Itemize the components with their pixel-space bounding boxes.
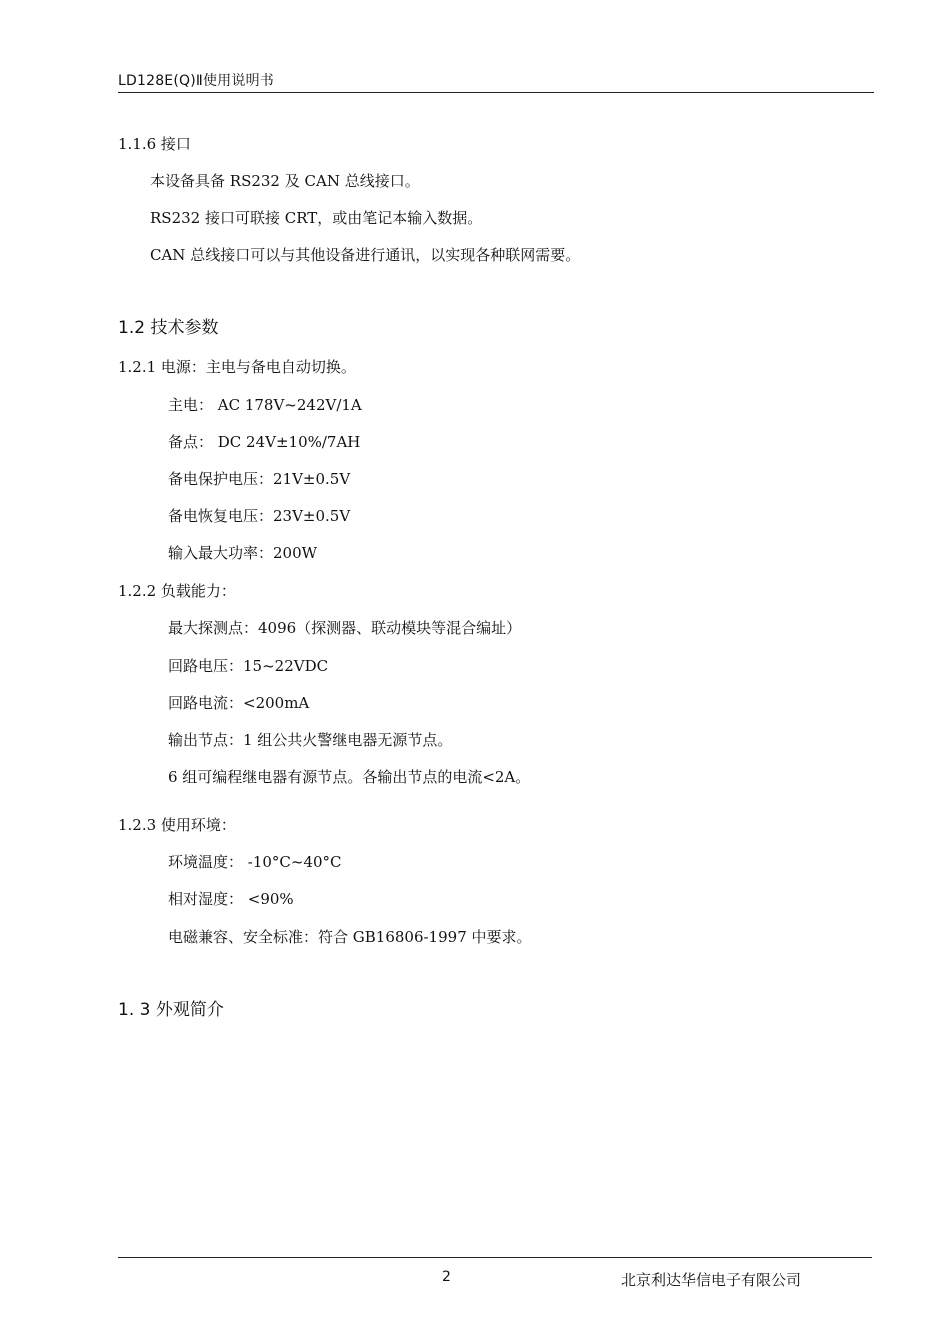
list-item: 最大探测点：4096（探测器、联动模块等混合编址） xyxy=(168,619,522,637)
list-item: 备点： DC 24V±10%/7AH xyxy=(168,433,361,451)
list-item: 输入最大功率：200W xyxy=(168,544,318,562)
list-item: 环境温度： -10°C~40°C xyxy=(168,853,342,871)
page-number: 2 xyxy=(442,1269,451,1285)
list-item: 备电保护电压：21V±0.5V xyxy=(168,470,351,488)
section-heading-1-2-1: 1.2.1 电源：主电与备电自动切换。 xyxy=(118,358,356,376)
page-header xyxy=(118,68,874,93)
list-item: 相对湿度： <90% xyxy=(168,890,294,908)
document-title: LD128E(Q)Ⅱ使用说明书 xyxy=(118,73,274,89)
list-item: 电磁兼容、安全标准：符合 GB16806-1997 中要求。 xyxy=(168,928,532,946)
list-item: 回路电流：<200mA xyxy=(168,694,310,712)
company-name: 北京利达华信电子有限公司 xyxy=(621,1271,802,1289)
paragraph: 本设备具备 RS232 及 CAN 总线接口。 xyxy=(150,172,420,190)
paragraph: RS232 接口可联接 CRT，或由笔记本输入数据。 xyxy=(150,209,483,227)
list-item: 主电： AC 178V~242V/1A xyxy=(168,396,362,414)
section-heading-1-2: 1.2 技术参数 xyxy=(118,318,219,338)
list-item: 输出节点：1 组公共火警继电器无源节点。 xyxy=(168,731,453,749)
section-heading-1-2-3: 1.2.3 使用环境： xyxy=(118,816,236,834)
footer-rule xyxy=(118,1257,872,1258)
section-heading-1-1-6: 1.1.6 接口 xyxy=(118,135,191,153)
paragraph: CAN 总线接口可以与其他设备进行通讯，以实现各种联网需要。 xyxy=(150,246,581,264)
list-item: 6 组可编程继电器有源节点。各输出节点的电流<2A。 xyxy=(168,768,531,786)
section-heading-1-2-2: 1.2.2 负载能力： xyxy=(118,582,236,600)
list-item: 回路电压：15~22VDC xyxy=(168,657,329,675)
list-item: 备电恢复电压：23V±0.5V xyxy=(168,507,351,525)
section-heading-1-3: 1. 3 外观简介 xyxy=(118,1000,224,1020)
